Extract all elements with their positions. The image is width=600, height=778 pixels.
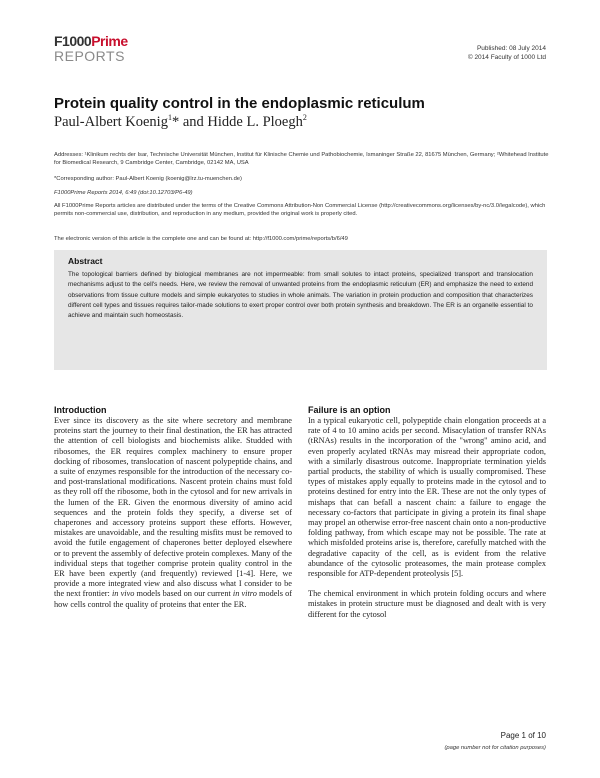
failure-section (308, 405, 546, 620)
failure-paragraph-2: The chemical environment in which protein folding occurs and where mistakes in protein structure must be diagnosed and dealt with is very different for the cytosol (308, 589, 546, 619)
abstract-box (54, 250, 547, 370)
corresponding-author: *Corresponding author: Paul-Albert Koenig (koenig@lrz.tu-muenchen.de) (54, 176, 242, 182)
author-2: Hidde L. Ploegh (207, 113, 303, 130)
failure-heading: Failure is an option (308, 405, 391, 415)
electronic-version-note: The electronic version of this article is the complete one and can be found at: http://f1000.com/prime/reports/b/6/49 (54, 236, 348, 242)
page-number: Page 1 of 10 (500, 731, 546, 740)
article-title: Protein quality control in the endoplasmic reticulum (54, 95, 425, 112)
page-number-note: (page number not for citation purposes) (444, 745, 546, 751)
published-date: Published: 08 July 2014 (476, 45, 546, 52)
citation: F1000Prime Reports 2014, 6:49 (doi:10.12703/P6-49) (54, 190, 193, 196)
abstract-text: The topological barriers defined by biological membranes are not impermeable: from small solutes to intact proteins, specialized transport and translocation mechanisms adjust to the cell's needs. Here, we review the removal of unwanted proteins from the endoplasmic reticulum (ER) and emphasize the need to extend observations from tissue culture models and simple eukaryotes to studies in whole animals. The variation in protein production and composition that characterizes different cell types and tissues requires tailor-made solutions to exert proper control over both protein synthesis and breakdown. The ER is an organelle essential to achieve and maintain such homeostasis. (68, 271, 533, 320)
abstract-heading: Abstract (68, 256, 103, 266)
copyright: © 2014 Faculty of 1000 Ltd (467, 54, 546, 61)
logo-wordmark-top: F1000Prime (54, 33, 128, 49)
logo-wordmark-bottom: REPORTS (54, 48, 125, 64)
corresponding-mark: * (171, 113, 180, 130)
license-notice: All F1000Prime Reports articles are distributed under the terms of the Creative Commons Attribution-Non Commercial License (http://creativecommons.org/licenses/by-nc/3.0/legalcode), which permits non-commercial use, distribution, and reproduction in any medium, provided the original work is properly cited. (54, 203, 546, 217)
author-1: Paul-Albert Koenig (54, 113, 168, 130)
introduction-paragraph: Ever since its discovery as the site where secretory and membrane proteins start the journey to their final destination, the ER has attracted the attention of cell biologists and biochemists alike. Studded with ribosomes, the ER requires complex machinery to ensure proper docking of ribosomes, translocation of nascent polypeptide chains, and a suite of enzymes responsible for the introduction of the necessary co- and post-translational modifications. Nascent protein chains must fold as they roll off the ribosome, both in the cytosol and for new arrivals in the lumen of the ER. Given the enormous diversity of amino acid sequences and the protein folds they specify, a diverse set of chaperones and accessory proteins support these efforts. However, mistakes are unavoidable, and the resulting misfits must be removed to avoid the futile engagement of chaperones better deployed elsewhere or to prevent the assembly of defective protein complexes. Many of the individual steps that together comprise protein quality control in the ER have been expertly (and frequently) reviewed [1-4]. Here, we provide a more integrated view and also discuss what I consider to be the next frontier: in vivo models based on our current in vitro models of how cells control the quality of proteins that enter the ER. (54, 416, 292, 609)
author-line: Paul-Albert Koenig$^1$* and Hidde L. Ploegh$^2$ (54, 113, 307, 130)
addresses: Addresses: ¹Klinikum rechts der Isar, Technische Universität München, Institut für Klinische Chemie und Pathobiochemie, Ismaninger Straße 22, 81675 München, Germany; ²Whitehead Institute for Biomedical Research, 9 Cambridge Center, Cambridge, 02142 MA, USA (54, 152, 549, 166)
author-2-affiliation: 2 (302, 113, 307, 122)
introduction-heading: Introduction (54, 405, 107, 415)
journal-logo (54, 34, 128, 63)
author-1-affiliation: 1 (167, 113, 172, 122)
introduction-section (54, 405, 292, 610)
failure-paragraph-1: In a typical eukaryotic cell, polypeptide chain elongation proceeds at a rate of 4 to 10 amino acids per second. Misacylation of transfer RNAs (tRNAs) results in the incorporation of the "wrong" amino acid, and even properly acylated tRNAs may misread their appropriate codon, with a similarly disastrous outcome. Inappropriate termination yields partial products, the stability of which is usually compromised. These types of mistakes apply equally to proteins made in the cytosol and to proteins destined for entry into the ER. These are not the only types of mishaps that can befall a nascent chain: a failure to engage the necessary co-factors that participate in giving a protein its final shape may propel an otherwise error-free nascent chain onto a non-productive folding pathway, from which escape may not be possible. The rate at which misfolded proteins arise is, therefore, carefully matched with the degradative capacity of the cell, as is evident from the relative abundance of the cytosolic proteasomes, the main protease complex responsible for ATP-dependent proteolysis [5]. (308, 416, 546, 579)
publication-info (468, 44, 546, 62)
